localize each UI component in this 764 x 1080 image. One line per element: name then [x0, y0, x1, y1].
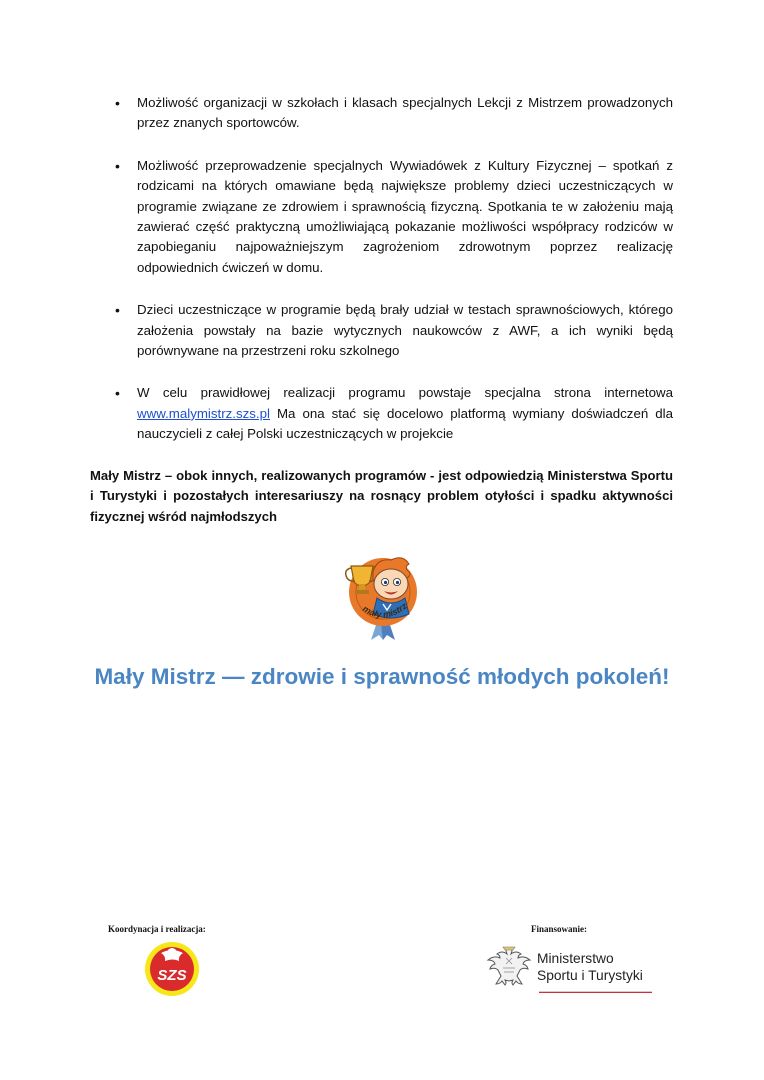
maly-mistrz-logo [333, 546, 433, 642]
list-item [113, 156, 673, 278]
program-features-list [113, 93, 673, 445]
white-eagle-icon [486, 944, 532, 996]
list-item [113, 300, 673, 361]
list-item [113, 383, 673, 444]
bullet-text: Dzieci uczestniczące w programie będą brały udział w testach sprawnościowych, którego założenia powstały na bazie wytycznych naukowców z AWF, a ich wyniki będą porównywane na przestrzeni roku szkolnego [137, 302, 673, 359]
szs-logo [137, 941, 207, 997]
szs-lettering: SZS [157, 967, 187, 984]
bullet-text: Możliwość organizacji w szkołach i klasach specjalnych Lekcji z Mistrzem prowadzonych przez znanych sportowców. [137, 95, 673, 131]
bullet-text-after: Ma ona stać się docelowo platformą wymiany doświadczeń dla nauczycieli z całej Polski uczestniczących w projekcie [137, 405, 673, 442]
program-statement: Mały Mistrz – obok innych, realizowanych programów - jest odpowiedzią Ministerstwa Sportu i Turystyki i pozostałych interesariuszy na rosnący problem otyłości i spadku aktywności fizycznej wśród najmłodszych [90, 468, 673, 524]
bullet-text: Możliwość przeprowadzenie specjalnych Wywiadówek z Kultury Fizycznej – spotkań z rodzicami na których omawiane będą największe problemy dzieci uczestniczących w programie związane ze zdrowiem i sprawnością fizyczną. Spotkania te w założeniu mają zawierać część praktyczną umożliwiającą pokazanie możliwości współpracy rodziców w zapobieganiu najpoważniejszym zagrożeniom zdrowotnym poprzez realizację odpowiednich ćwiczeń w domu. [137, 157, 673, 275]
program-slogan: Mały Mistrz — zdrowie i sprawność młodych pokoleń! [94, 664, 670, 689]
ministry-name-line1: Ministerstwo [537, 951, 614, 966]
coordination-label: Koordynacja i realizacja: [108, 924, 206, 934]
trophy-boy-icon [333, 546, 433, 642]
funding-label: Finansowanie: [531, 924, 588, 934]
szs-eagle-icon [137, 941, 207, 997]
ministry-name-line2: Sportu i Turystyki [537, 968, 643, 983]
list-item [113, 93, 673, 134]
logo-lettering: mały mistrz [360, 600, 409, 620]
ministry-flag-underline [539, 991, 652, 993]
website-link[interactable]: www.malymistrz.szs.pl [137, 405, 270, 421]
bullet-text-before: W celu prawidłowej realizacji programu powstaje specjalna strona internetowa [137, 385, 673, 401]
ministry-logo [486, 944, 656, 996]
